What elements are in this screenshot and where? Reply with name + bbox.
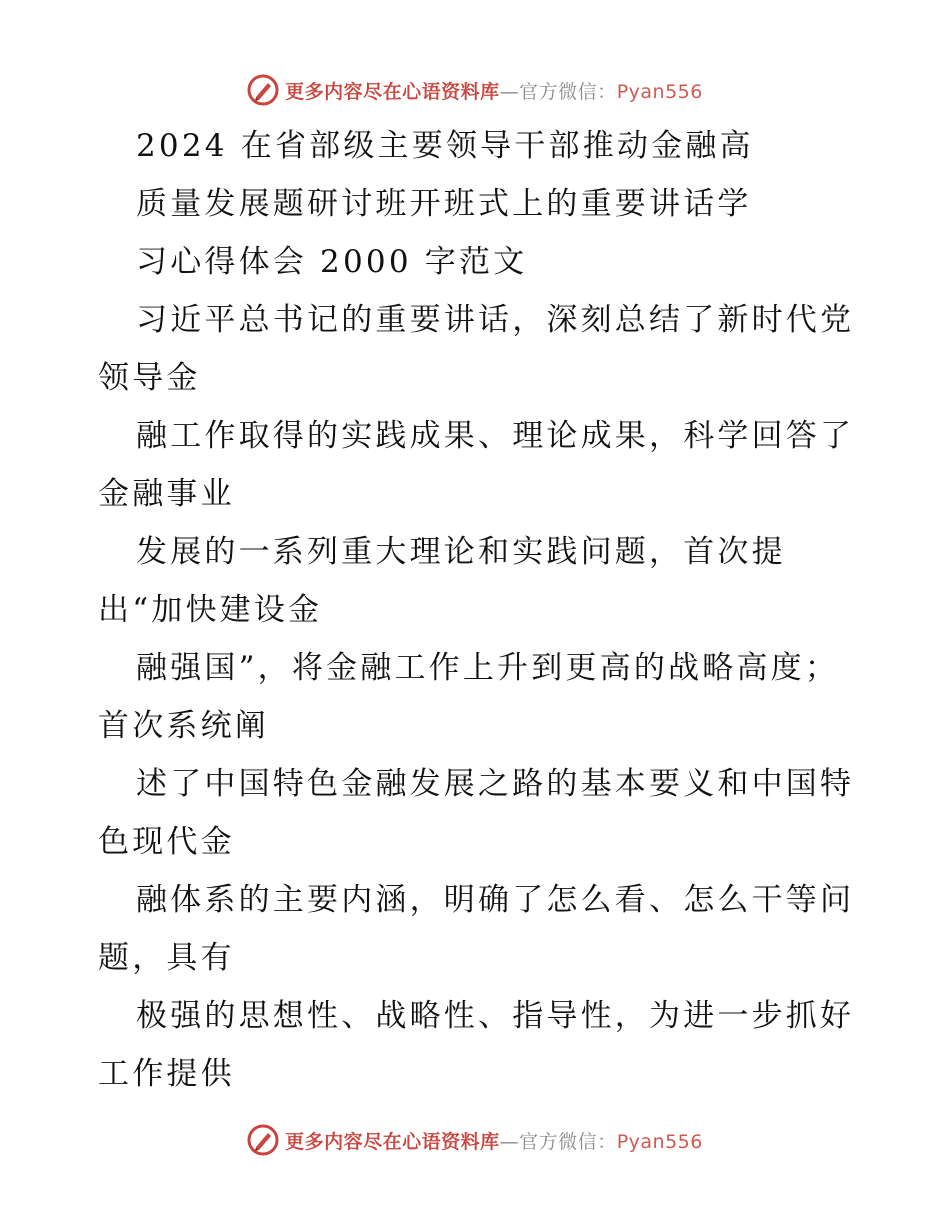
paragraph-line: 金融事业 [98,476,235,512]
paragraph-line: 首次系统阐 [98,708,269,744]
footer-watermark [0,1120,950,1160]
paragraph-line: 融体系的主要内涵，明确了怎么看、怎么干等问 [136,882,855,918]
watermark-text [285,1127,703,1154]
title-line-3: 习心得体会 2000 字范文 [136,244,528,280]
watermark-wechat-label: —官方微信： [499,80,617,103]
paragraph-line: 发展的一系列重大理论和实践问题，首次提 [136,534,786,570]
watermark-wechat-id: Pyan556 [616,80,703,103]
paragraph-line: 领导金 [98,360,201,396]
watermark-wechat-label: —官方微信： [499,1130,617,1153]
paragraph-line: 出“加快建设金 [98,592,323,628]
paragraph-line: 工作提供 [98,1056,235,1092]
paragraph-line: 述了中国特色金融发展之路的基本要义和中国特 [136,766,855,802]
paragraph-line: 色现代金 [98,824,235,860]
header-watermark [0,70,950,110]
paragraph-line: 融强国”，将金融工作上升到更高的战略高度； [136,650,840,686]
title-line-2: 质量发展题研讨班开班式上的重要讲话学 [136,186,752,222]
paragraph-line: 极强的思想性、战略性、指导性，为进一步抓好 [136,998,855,1034]
title-line-1: 2024 在省部级主要领导干部推动金融高 [136,128,754,164]
watermark-text [285,77,703,104]
paragraph-line: 习近平总书记的重要讲话，深刻总结了新时代党 [136,302,855,338]
paragraph-line: 题，具有 [98,940,235,976]
watermark-wechat-id: Pyan556 [616,1130,703,1153]
watermark-site-name: 更多内容尽在心语资料库 [285,1130,500,1153]
watermark-site-name: 更多内容尽在心语资料库 [285,80,500,103]
pen-logo-icon [247,1124,279,1156]
paragraph-line: 融工作取得的实践成果、理论成果，科学回答了 [136,418,855,454]
pen-logo-icon [247,74,279,106]
